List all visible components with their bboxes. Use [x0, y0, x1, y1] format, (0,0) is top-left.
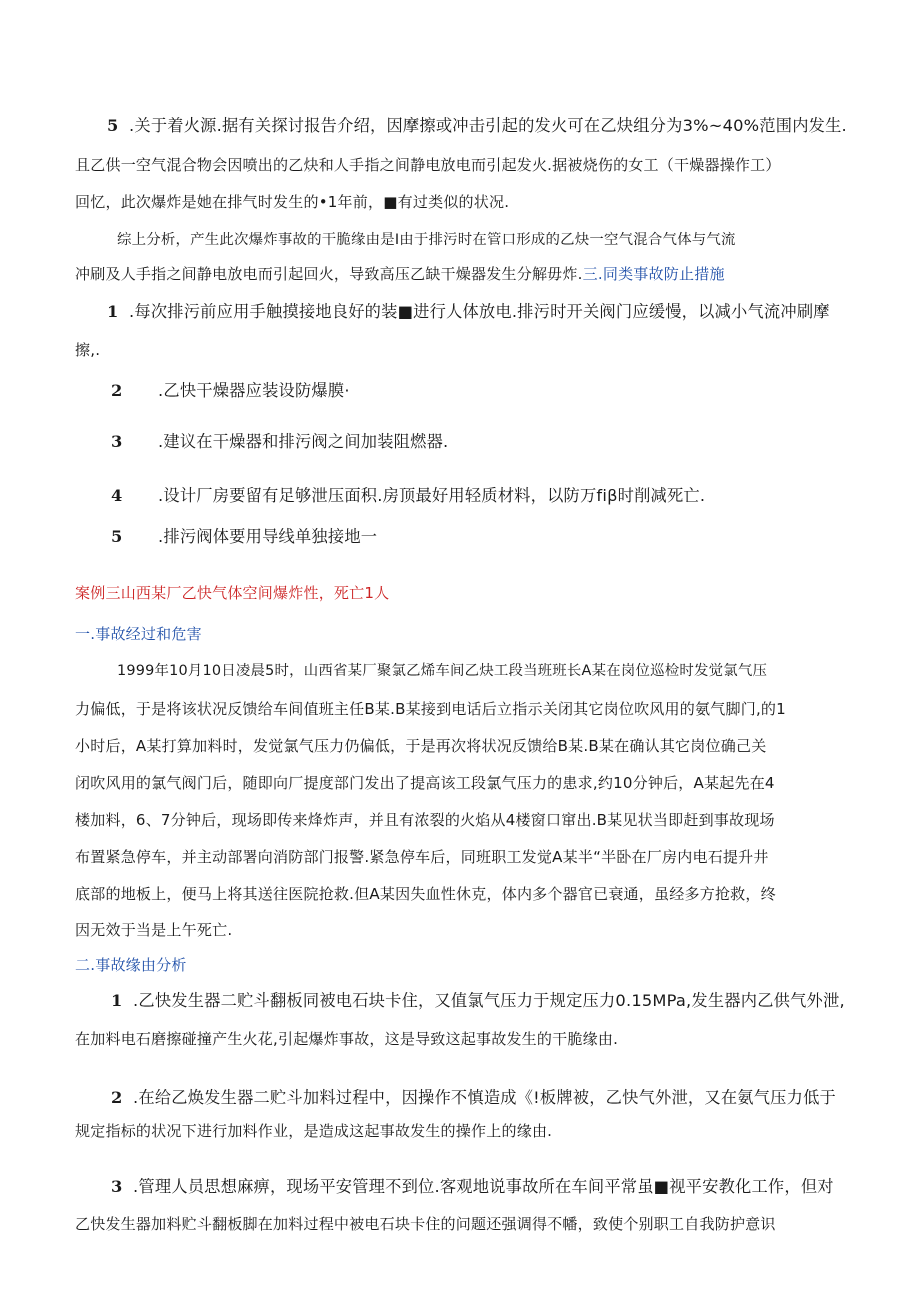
- item-number: 2: [111, 381, 123, 400]
- text: 冲刷及人手指之间静电放电而引起回火，导致高压乙缺干燥器发生分解毋炸.: [75, 265, 583, 283]
- text: .关于着火源.据有关探讨报告介绍，因摩擦或冲击引起的发火可在乙炔组分为3%~40%范围内发生.: [129, 116, 847, 135]
- text: .管理人员思想麻痹，现场平安管理不到位.客观地说事故所在车间平常虽■视平安教化工作，但对: [133, 1177, 834, 1196]
- summary-line1: 综上分析，产生此次爆炸事故的干脆缘由是I由于排污时在管口形成的乙炔一空气混合气体与气流: [117, 232, 736, 248]
- item-number: 3: [111, 432, 123, 451]
- case3-para-line8: 因无效于当是上午死亡.: [75, 921, 233, 939]
- text: .设计厂房要留有足够泄压面积.房顶最好用轻质材料，以防万fiβ时削减死亡.: [158, 486, 706, 505]
- measure-5: [0, 525, 920, 549]
- cause-3-line2: 乙快发生器加料贮斗翻板脚在加料过程中被电石块卡住的问题还强调得不幡，致使个别职工自我防护意识: [75, 1215, 776, 1233]
- section3-heading: 三.同类事故防止措施: [582, 265, 725, 283]
- case3-heading1: 一.事故经过和危害: [75, 625, 202, 643]
- text: .排污阀体要用导线单独接地一: [158, 527, 378, 546]
- measure-2: [0, 379, 920, 403]
- text: .在给乙焕发生器二贮斗加料过程中，因操作不慎造成《!板牌被，乙快气外泄，又在氨气压力低于: [133, 1088, 836, 1107]
- item-number: 2: [111, 1088, 123, 1107]
- cause-2: [0, 1086, 920, 1110]
- item-number: 1: [107, 302, 119, 321]
- case3-para-line6: 布置紧急停车，并主动部署向消防部门报警.紧急停车后，同班职工发觉A某半“半卧在厂房内电石提升井: [75, 848, 769, 866]
- item5-line1: [0, 114, 920, 138]
- summary-line2: [0, 262, 920, 286]
- case3-heading2: 二.事故缘由分析: [75, 956, 187, 974]
- cause-3: [0, 1175, 920, 1199]
- item-number: 3: [111, 1177, 123, 1196]
- cause-1-line2: 在加料电石磨擦碰撞产生火花,引起爆炸事故，这是导致这起事故发生的干脆缘由.: [75, 1030, 619, 1048]
- case3-para-line5: 楼加料，6、7分钟后，现场即传来烽炸声，并且有浓裂的火焰从4楼窗口窜出.B某见状当即赶到事故现场: [75, 811, 775, 829]
- case3-para-line7: 底部的地板上，便马上将其送往医院抢救.但A某因失血性休克，体内多个器官已衰通，虽经多方抢救，终: [75, 885, 776, 903]
- case3-para-line2: 力偏低，于是将该状况反馈给车间值班主任B某.B某接到电话后立指示关闭其它岗位吹风用的氨气脚门,的1: [75, 700, 786, 718]
- text: .建议在干燥器和排污阀之间加装阻燃器.: [158, 432, 449, 451]
- measure-1-line2: 擦,.: [75, 341, 101, 359]
- item5-line2: 且乙供一空气混合物会因喷出的乙炔和人手指之间静电放电而引起发火.据被烧伤的女工（干燥器操作工）: [75, 156, 781, 174]
- measure-3: [0, 430, 920, 454]
- cause-1: [0, 989, 920, 1013]
- item-number: 5: [111, 527, 123, 546]
- cause-2-line2: 规定指标的状况下进行加料作业，是造成这起事故发生的操作上的缘由.: [75, 1122, 553, 1140]
- case3-para-line1: 1999年10月10日凌晨5时，山西省某厂聚氯乙烯车间乙炔工段当班班长A某在岗位巡检时发觉氯气压: [117, 663, 768, 679]
- item-number: 4: [111, 486, 123, 505]
- case3-para-line4: 闭吹风用的氯气阀门后，随即向厂提度部门发出了提高该工段氯气压力的患求,约10分钟后，A某起先在4: [75, 774, 775, 792]
- item-number: 1: [111, 991, 123, 1010]
- measure-1: [0, 300, 920, 324]
- measure-4: [0, 484, 920, 508]
- item-number: 5: [107, 116, 119, 135]
- text: .乙快发生器二贮斗翻板同被电石块卡住，又值氯气压力于规定压力0.15MPa,发生器内乙供气外泄,: [133, 991, 845, 1010]
- item5-line3: 回忆，此次爆炸是她在排气时发生的•1年前，■有过类似的状况.: [75, 193, 510, 211]
- case3-title: 案例三山西某厂乙快气体空间爆炸性，死亡1人: [75, 584, 390, 602]
- text: .乙快干燥器应装设防爆膜·: [158, 381, 350, 400]
- case3-para-line3: 小时后，A某打算加料时，发觉氯气压力仍偏低，于是再次将状况反馈给B某.B某在确认其它岗位确己关: [75, 737, 767, 755]
- text: .每次排污前应用手触摸接地良好的装■进行人体放电.排污时开关阀门应缓慢，以减小气流冲刷摩: [129, 302, 830, 321]
